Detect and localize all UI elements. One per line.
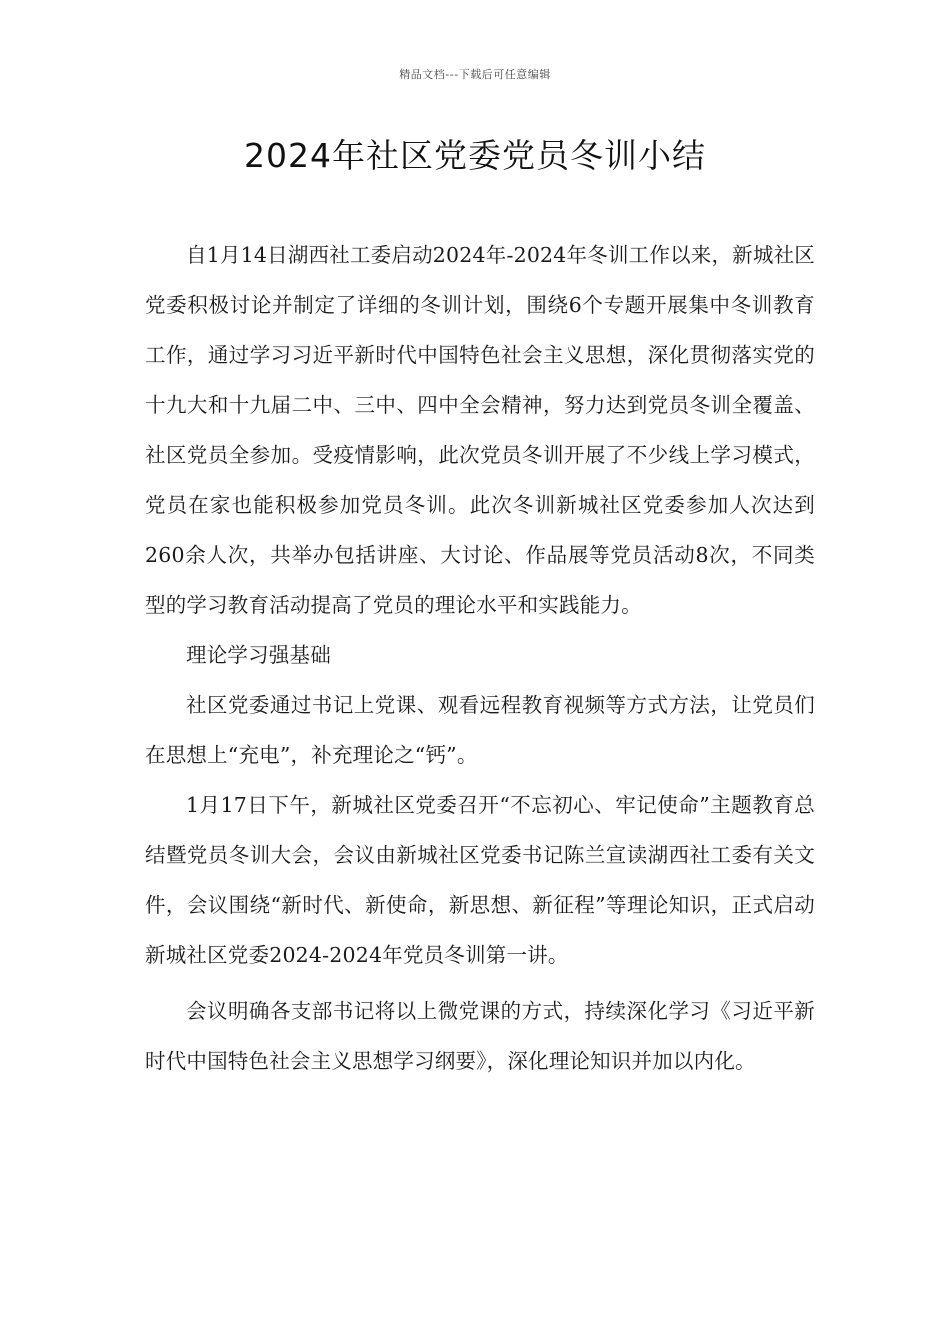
paragraph-intro: 自1月14日湖西社工委启动2024年-2024年冬训工作以来，新城社区党委积极讨论并制定了详细的冬训计划，围绕6个专题开展集中冬训教育工作，通过学习习近平新时代中国特色社会主义思想，深化贯彻落实党的十九大和十九届二中、三中、四中全会精神，努力达到党员冬训全覆盖、社区党员全参加。受疫情影响，此次党员冬训开展了不少线上学习模式，党员在家也能积极参加党员冬训。此次冬训新城社区党委参加人次达到260余人次，共举办包括讲座、大讨论、作品展等党员活动8次，不同类型的学习教育活动提高了党员的理论水平和实践能力。 xyxy=(145,243,815,617)
header-note: 精品文档---下载后可任意编辑 xyxy=(399,68,551,81)
paragraph-conclusion: 会议明确各支部书记将以上微党课的方式，持续深化学习《习近平新时代中国特色社会主义思想学习纲要》，深化理论知识并加以内化。 xyxy=(145,999,815,1073)
document-body xyxy=(145,230,815,1086)
page-title: 2024年社区党委党员冬训小结 xyxy=(244,136,706,175)
section-heading: 理论学习强基础 xyxy=(186,643,331,667)
paragraph-study-methods: 社区党委通过书记上党课、观看远程教育视频等方式方法，让党员们在思想上“充电”，补充理论之“钙”。 xyxy=(145,693,815,767)
paragraph-meeting: 1月17日下午，新城社区党委召开“不忘初心、牢记使命”主题教育总结暨党员冬训大会，会议由新城社区党委书记陈兰宣读湖西社工委有关文件，会议围绕“新时代、新使命，新思想、新征程”等理论知识，正式启动新城社区党委2024-2024年党员冬训第一讲。 xyxy=(145,793,815,967)
